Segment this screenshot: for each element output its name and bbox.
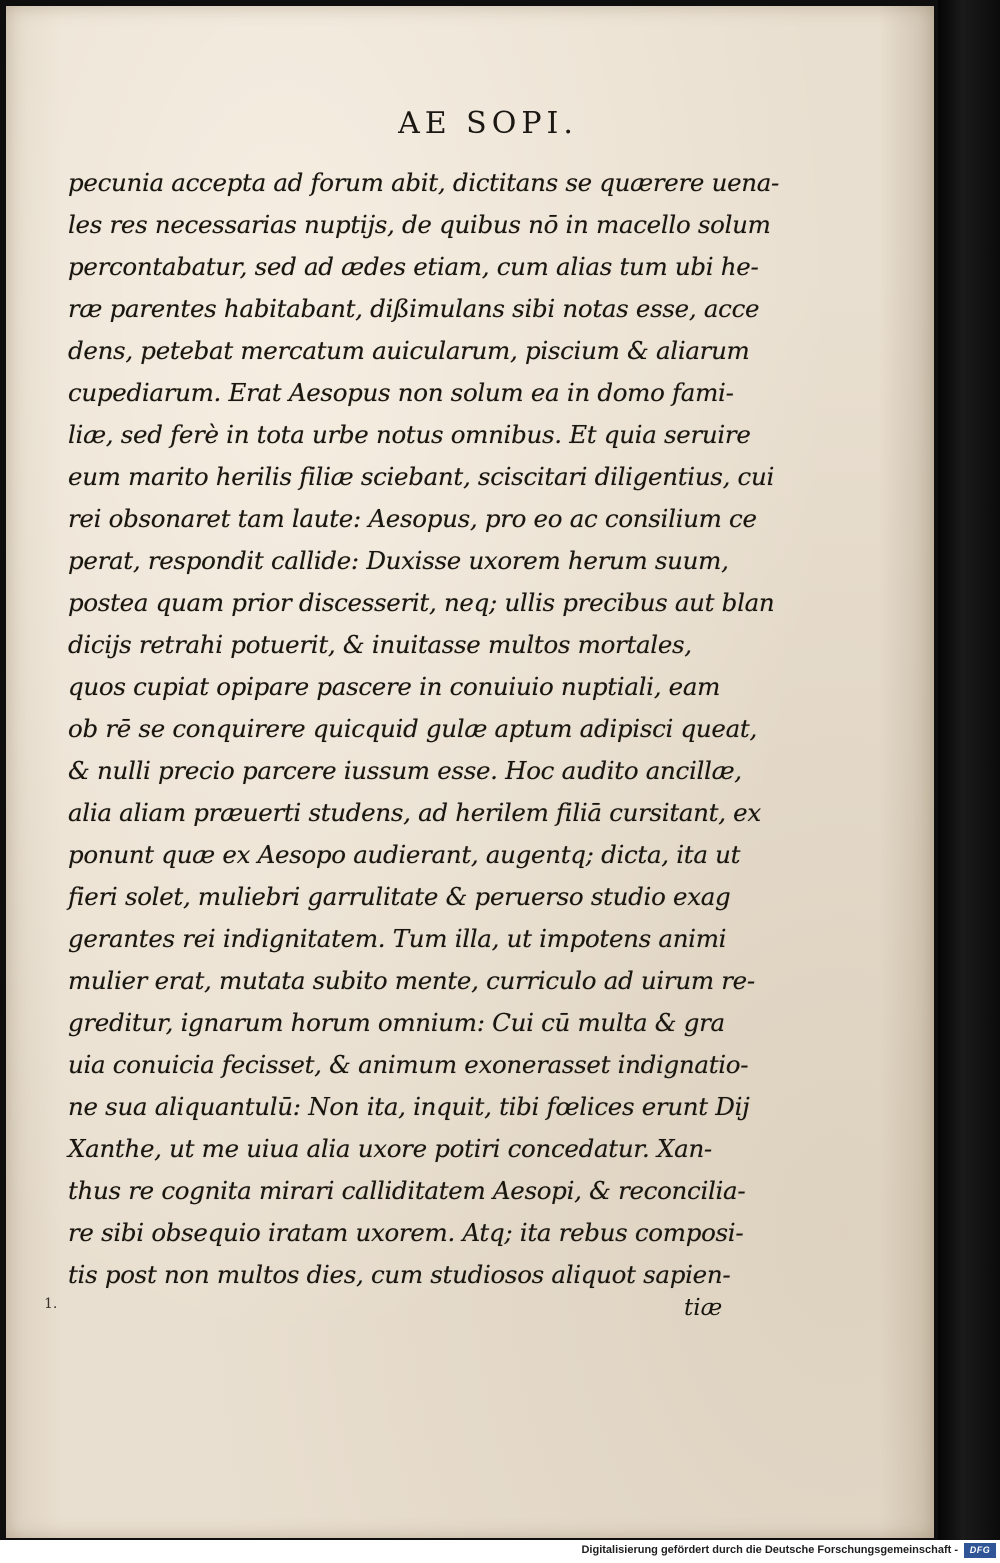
text-line: tis post non multos dies, cum studiosos aliquot sapien- xyxy=(68,1260,731,1289)
text-line: eum marito herilis filiæ sciebant, sciscitari diligentius, cui xyxy=(68,462,774,491)
text-line: ponunt quæ ex Aesopo audierant, augentq; dicta, ita ut xyxy=(68,840,741,869)
running-head: AE SOPI. xyxy=(398,106,578,141)
text-line: fieri solet, muliebri garrulitate & peruerso studio exag xyxy=(68,882,731,911)
book-page xyxy=(6,6,934,1538)
text-line: rei obsonaret tam laute: Aesopus, pro eo ac consilium ce xyxy=(68,504,757,533)
text-line: ræ parentes habitabant, dißimulans sibi notas esse, acce xyxy=(68,294,760,323)
text-line: re sibi obsequio iratam uxorem. Atq; ita rebus composi- xyxy=(68,1218,744,1247)
text-line: postea quam prior discesserit, neq; ullis precibus aut blan xyxy=(68,588,775,617)
book-binding-edge xyxy=(938,0,1000,1540)
text-line: percontabatur, sed ad ædes etiam, cum alias tum ubi he- xyxy=(68,252,759,281)
text-block xyxy=(68,162,780,1296)
text-line: cupediarum. Erat Aesopus non solum ea in domo fami- xyxy=(68,378,734,407)
text-line: les res necessarias nuptijs, de quibus nō in macello solum xyxy=(68,210,771,239)
text-line: thus re cognita mirari calliditatem Aesopi, & reconcilia- xyxy=(68,1176,746,1205)
text-line: mulier erat, mutata subito mente, curriculo ad uirum re- xyxy=(68,966,755,995)
text-line: pecunia accepta ad forum abit, dictitans se quærere uena- xyxy=(68,168,780,197)
text-line: dicijs retrahi potuerit, & inuitasse multos mortales, xyxy=(68,630,692,659)
dfg-logo: DFG xyxy=(964,1543,996,1558)
text-line: gerantes rei indignitatem. Tum illa, ut impotens animi xyxy=(68,924,727,953)
text-line: uia conuicia fecisset, & animum exonerasset indignatio- xyxy=(68,1050,749,1079)
text-line: dens, petebat mercatum auicularum, piscium & aliarum xyxy=(68,336,750,365)
text-line: greditur, ignarum horum omnium: Cui cū multa & gra xyxy=(68,1008,725,1037)
funding-credit: Digitalisierung gefördert durch die Deutsche Forschungsgemeinschaft - xyxy=(581,1544,958,1556)
text-line: quos cupiat opipare pascere in conuiuio nuptiali, eam xyxy=(68,672,721,701)
text-line: ne sua aliquantulū: Non ita, inquit, tibi fœlices erunt Dij xyxy=(68,1092,750,1121)
text-line: & nulli precio parcere iussum esse. Hoc audito ancillæ, xyxy=(68,756,742,785)
text-line: liæ, sed ferè in tota urbe notus omnibus. Et quia seruire xyxy=(68,420,751,449)
catchword: tiæ xyxy=(684,1295,723,1321)
text-line: Xanthe, ut me uiua alia uxore potiri concedatur. Xan- xyxy=(68,1134,712,1163)
margin-mark: 1. xyxy=(44,1296,58,1312)
text-line: perat, respondit callide: Duxisse uxorem herum suum, xyxy=(68,546,729,575)
text-line: ob rē se conquirere quicquid gulæ aptum adipisci queat, xyxy=(68,714,757,743)
text-line: alia aliam præuerti studens, ad herilem filiā cursitant, ex xyxy=(68,798,761,827)
